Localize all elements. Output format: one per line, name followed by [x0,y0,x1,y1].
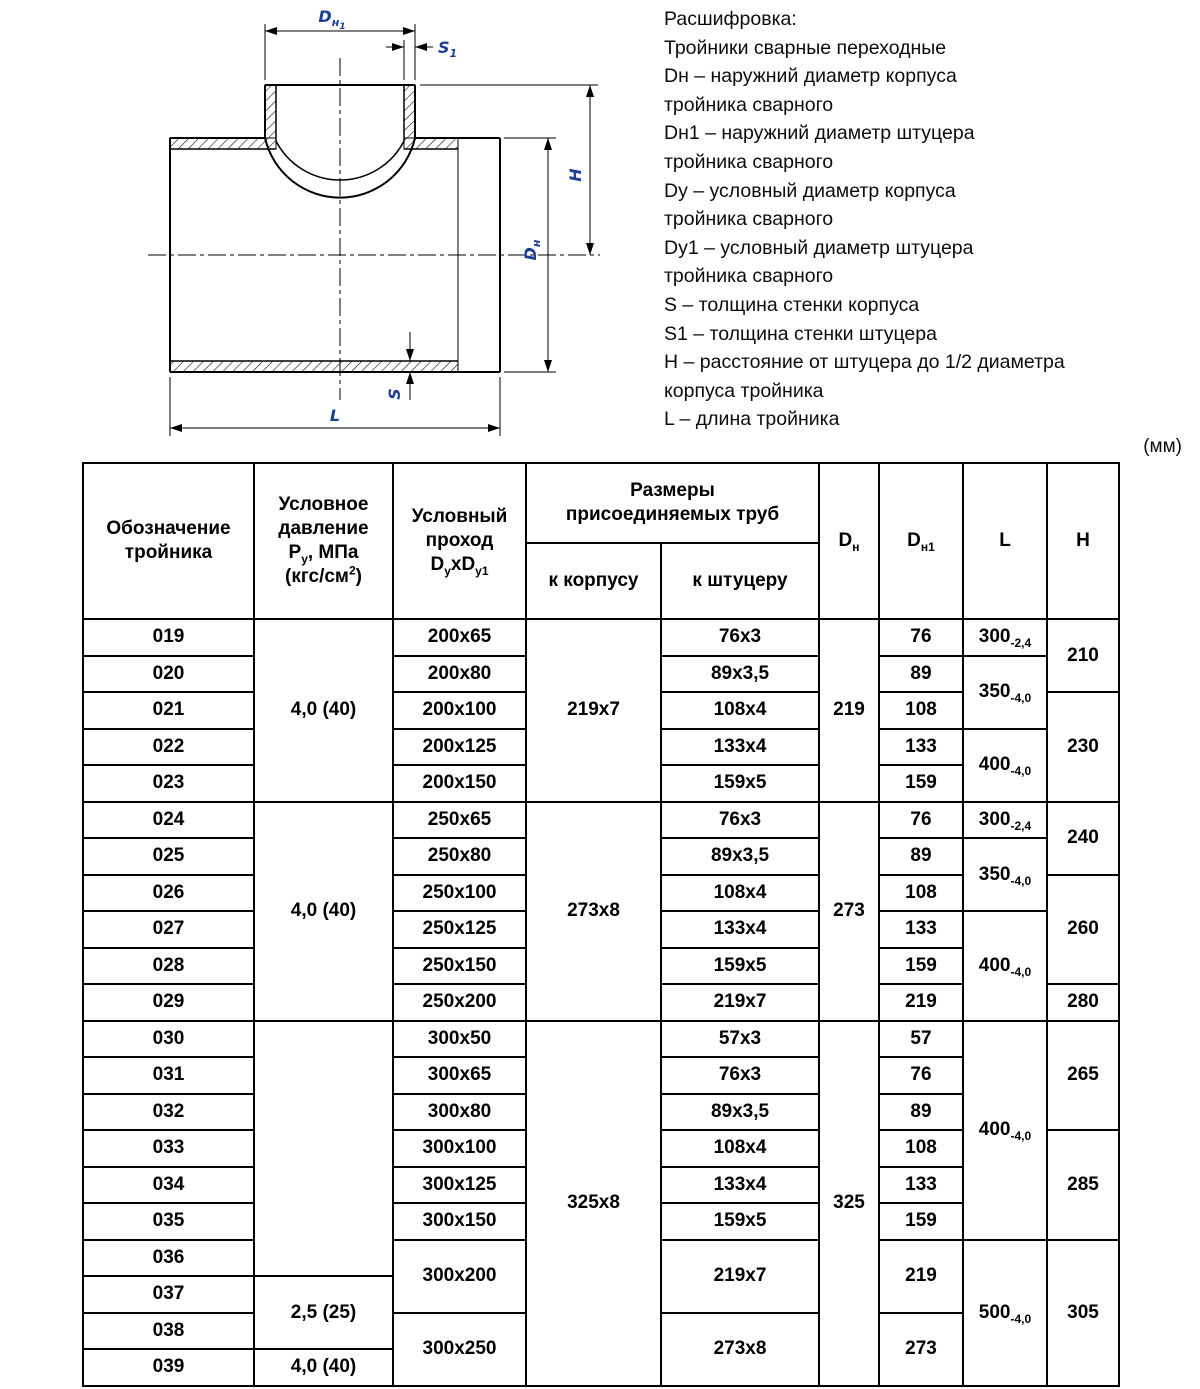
table-cell: 133 [879,1167,963,1204]
table-cell: 76 [879,1057,963,1094]
table-cell: 033 [83,1130,254,1167]
col-header-to-body: к корпусу [526,543,661,619]
col-header-pressure: Условное давление $Р_у$, МПа $(кгс/см^2)$ [254,463,393,619]
table-cell: 108 [879,692,963,729]
legend-line: Dн1 – наружний диаметр штуцера [664,122,975,145]
legend-line: Dн – наружний диаметр корпуса [664,65,957,88]
table-cell: 200х150 [393,765,526,802]
table-cell: 250х100 [393,875,526,912]
table-cell: 159 [879,1203,963,1240]
table-cell: 250х150 [393,948,526,985]
table-cell: 219 [879,984,963,1021]
table-cell: 219х7 [526,619,661,802]
legend-lines [664,34,1189,434]
legend-line: Тройники сварные переходные [664,36,947,59]
legend-line: Dу – условный диаметр корпуса [664,179,956,202]
spec-table [82,462,1120,1387]
dim-label-s1: $S_1$ [438,38,458,60]
tee-drawing [0,0,640,452]
table-cell: $300_{-2,4}$ [963,619,1047,656]
table-cell: 300х250 [393,1313,526,1386]
table-cell: $400_{-4,0}$ [963,729,1047,802]
table-cell: 2,5 (25) [254,1276,393,1349]
table-cell: 108х4 [661,875,819,912]
table-cell: 57х3 [661,1021,819,1058]
table-cell: 273 [819,802,879,1021]
table-cell: 031 [83,1057,254,1094]
table-cell: $350_{-4,0}$ [963,656,1047,729]
spec-table-body [83,619,1119,1386]
col-header-designation: Обозначение тройника [83,463,254,619]
table-cell: $400_{-4,0}$ [963,1021,1047,1240]
table-cell: 028 [83,948,254,985]
table-cell: 133х4 [661,1167,819,1204]
col-header-h: H [1047,463,1119,619]
table-cell: 76 [879,802,963,839]
dim-label-dn: $D_н$ [521,239,543,261]
table-cell: 108 [879,875,963,912]
table-cell: 133х4 [661,729,819,766]
table-cell: 325 [819,1021,879,1386]
table-cell: 038 [83,1313,254,1350]
table-cell: 76х3 [661,1057,819,1094]
legend-line: L – длина тройника [664,408,840,431]
table-cell: 219 [879,1240,963,1313]
table-cell: 300х125 [393,1167,526,1204]
table-cell: 023 [83,765,254,802]
table-cell: 036 [83,1240,254,1277]
table-row [83,802,1119,839]
table-cell: 020 [83,656,254,693]
table-cell: 240 [1047,802,1119,875]
table-cell: 300х150 [393,1203,526,1240]
table-cell: 273 [879,1313,963,1386]
table-cell: 300х65 [393,1057,526,1094]
table-cell: 034 [83,1167,254,1204]
table-cell: 76х3 [661,619,819,656]
table-cell: 89х3,5 [661,1094,819,1131]
table-cell: 035 [83,1203,254,1240]
table-cell: 325х8 [526,1021,661,1386]
header-row-1 [83,463,1119,543]
dim-label-h: H [566,168,585,182]
table-cell: 265 [1047,1021,1119,1131]
table-cell: 250х125 [393,911,526,948]
table-cell: 108х4 [661,1130,819,1167]
table-cell: 219х7 [661,984,819,1021]
table-cell: 89х3,5 [661,656,819,693]
table-cell: 76 [879,619,963,656]
units-label: (мм) [1143,436,1182,457]
col-header-dn1: $D_{н1}$ [879,463,963,619]
table-cell: 159х5 [661,948,819,985]
table-cell: 219 [819,619,879,802]
legend-line: S – толщина стенки корпуса [664,293,920,316]
table-cell: 4,0 (40) [254,619,393,802]
table-cell: 250х65 [393,802,526,839]
legend-line: H – расстояние от штуцера до 1/2 диаметра [664,351,1065,374]
col-header-l: L [963,463,1047,619]
table-cell: 89 [879,838,963,875]
table-cell: 037 [83,1276,254,1313]
table-cell: 026 [83,875,254,912]
table-cell: 89х3,5 [661,838,819,875]
table-cell: 57 [879,1021,963,1058]
table-cell: 159х5 [661,1203,819,1240]
table-cell: 030 [83,1021,254,1058]
spec-table-head [83,463,1119,619]
table-cell: $500_{-4,0}$ [963,1240,1047,1386]
table-cell: 273х8 [526,802,661,1021]
legend-title: Расшифровка: [664,8,797,30]
col-header-pipe-sizes: Размеры присоединяемых труб [526,463,819,543]
table-cell: 230 [1047,692,1119,802]
table-cell: 210 [1047,619,1119,692]
table-cell: 200х80 [393,656,526,693]
table-cell: 039 [83,1349,254,1386]
table-cell: $400_{-4,0}$ [963,911,1047,1021]
table-cell: 133 [879,729,963,766]
table-cell: 027 [83,911,254,948]
legend [664,5,1189,434]
legend-line: тройника сварного [664,265,834,288]
table-cell: 200х100 [393,692,526,729]
table-cell [254,1021,393,1277]
dim-label-s: S [385,388,404,400]
table-cell: 159 [879,948,963,985]
table-cell: 305 [1047,1240,1119,1386]
table-cell: 029 [83,984,254,1021]
table-cell: 4,0 (40) [254,802,393,1021]
legend-line: S1 – толщина стенки штуцера [664,322,937,345]
table-cell: 285 [1047,1130,1119,1240]
legend-line: тройника сварного [664,150,834,173]
table-cell: 159 [879,765,963,802]
table-cell: 300х50 [393,1021,526,1058]
table-cell: 300х200 [393,1240,526,1313]
table-cell: 300х100 [393,1130,526,1167]
table-cell: 032 [83,1094,254,1131]
table-cell: 133х4 [661,911,819,948]
col-header-to-branch: к штуцеру [661,543,819,619]
dim-label-l: L [329,406,341,425]
col-header-dn: $D_н$ [819,463,879,619]
legend-line: корпуса тройника [664,379,824,402]
table-cell: $350_{-4,0}$ [963,838,1047,911]
legend-line: тройника сварного [664,208,834,231]
dim-label-dn1: $D_н1$ [318,7,346,32]
table-cell: 019 [83,619,254,656]
col-header-nominal-bore: Условный проход $D_ухD_{у1}$ [393,463,526,619]
legend-line: Dу1 – условный диаметр штуцера [664,236,974,259]
table-cell: 200х125 [393,729,526,766]
table-cell: 89 [879,1094,963,1131]
table-cell: 280 [1047,984,1119,1021]
table-cell: 89 [879,656,963,693]
center-lines [148,58,600,400]
table-row [83,619,1119,656]
table-cell: 250х200 [393,984,526,1021]
table-cell: 76х3 [661,802,819,839]
table-cell: 108х4 [661,692,819,729]
table-cell: 022 [83,729,254,766]
table-cell: $300_{-2,4}$ [963,802,1047,839]
table-cell: 250х80 [393,838,526,875]
table-row [83,1021,1119,1058]
legend-line: тройника сварного [664,93,834,116]
table-cell: 273х8 [661,1313,819,1386]
table-cell: 200х65 [393,619,526,656]
table-cell: 159х5 [661,765,819,802]
table-cell: 108 [879,1130,963,1167]
table-cell: 024 [83,802,254,839]
table-cell: 300х80 [393,1094,526,1131]
table-cell: 260 [1047,875,1119,985]
table-cell: 021 [83,692,254,729]
table-cell: 133 [879,911,963,948]
table-cell: 219х7 [661,1240,819,1313]
table-cell: 4,0 (40) [254,1349,393,1386]
table-cell: 025 [83,838,254,875]
